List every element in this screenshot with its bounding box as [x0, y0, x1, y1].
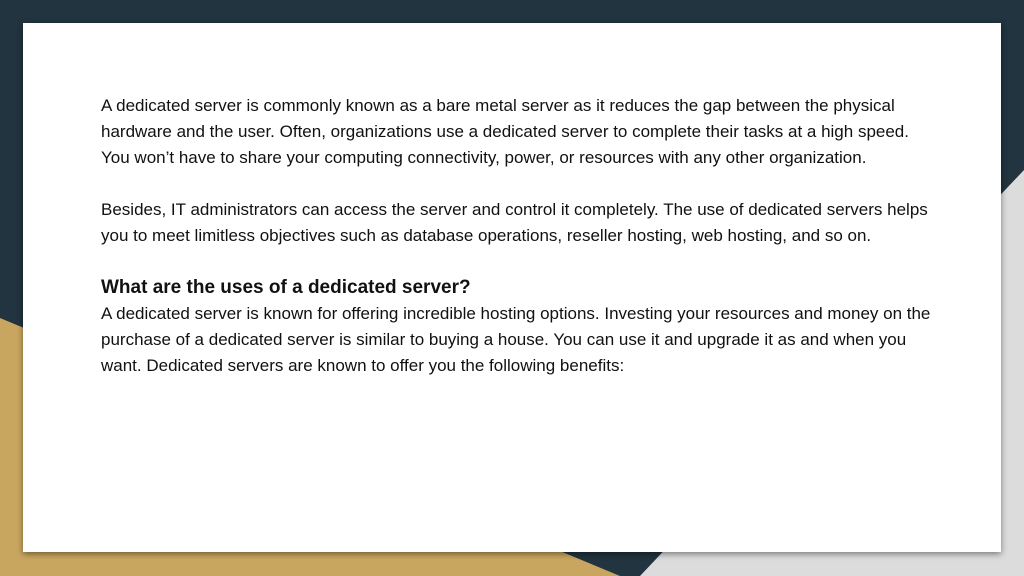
section-heading: What are the uses of a dedicated server? [101, 277, 471, 298]
slide-content [101, 93, 931, 379]
paragraph-uses: A dedicated server is known for offering incredible hosting options. Investing your resources and money on the purchase of a dedicated server is similar to buying a house. You can use it and upgrade it as and when you want. Dedicated servers are known to offer you the following benefits: [101, 304, 931, 375]
paragraph-admin: Besides, IT administrators can access the server and control it completely. The use of dedicated servers helps you to meet limitless objectives such as database operations, reseller hosting, web hosting, and so on. [101, 200, 928, 245]
slide-card [23, 23, 1001, 552]
paragraph-intro: A dedicated server is commonly known as a bare metal server as it reduces the gap between the physical hardware and the user. Often, organizations use a dedicated server to complete their tasks at a high speed. You won’t have to share your computing connectivity, power, or resources with any other organization. [101, 96, 909, 167]
